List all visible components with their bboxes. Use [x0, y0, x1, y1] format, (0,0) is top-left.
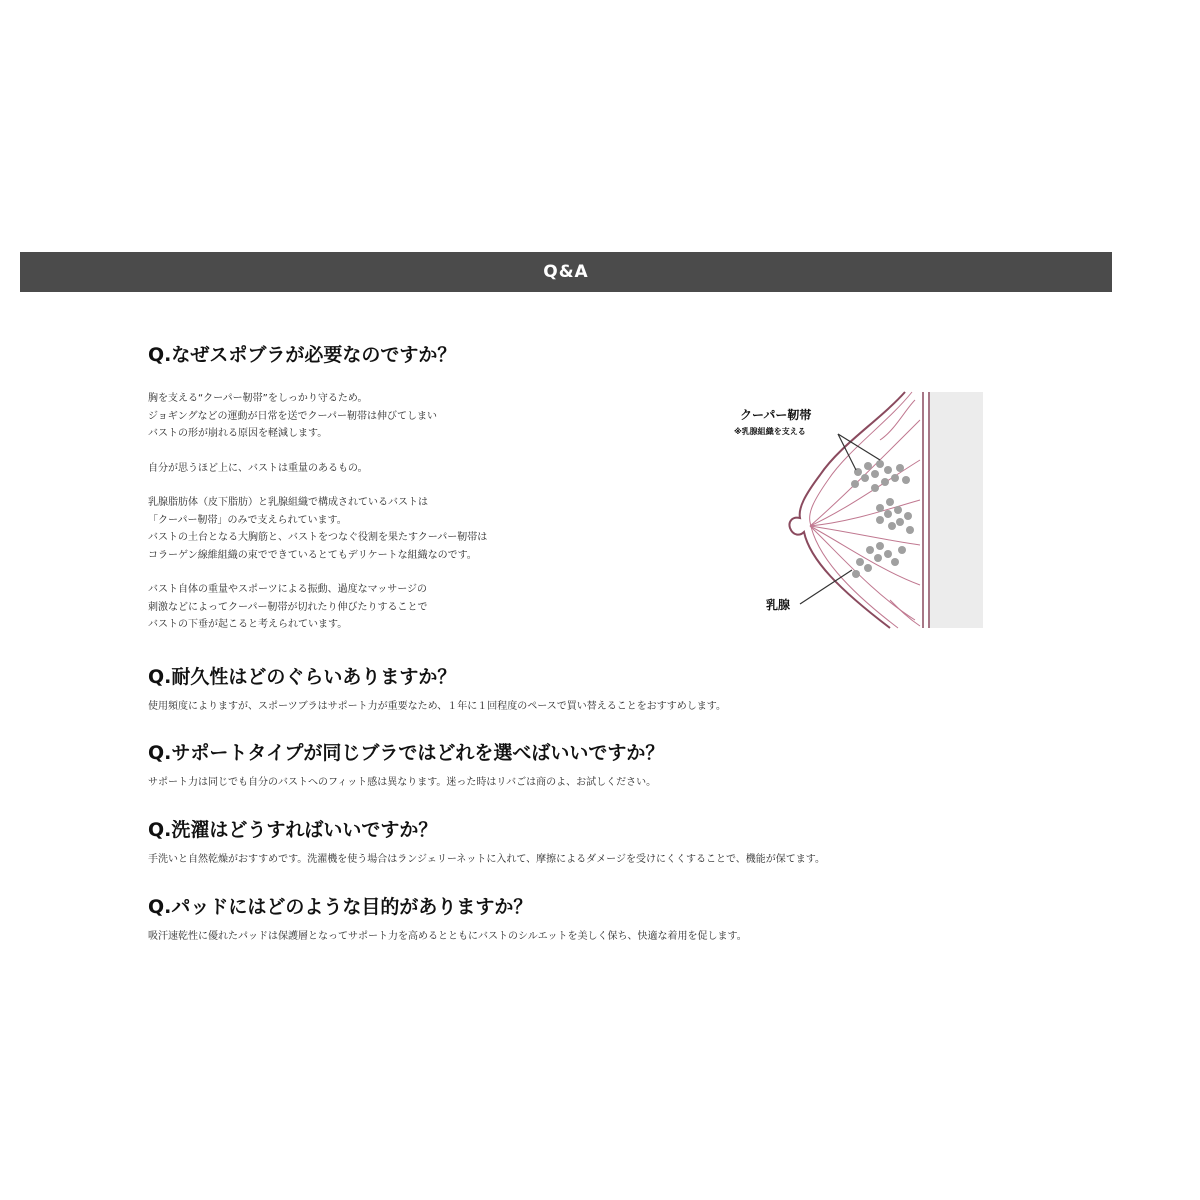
mammary-gland-label: 乳腺	[766, 598, 791, 612]
breast-anatomy-diagram	[730, 390, 985, 630]
answer-line: バストの下垂が起こると考えられています。	[148, 619, 348, 630]
answer-line: ジョギングなどの運動が日常を送でクーパー靭帯は伸びてしまい	[148, 410, 437, 422]
breast-outline	[789, 392, 905, 628]
cooper-ligament-label: クーパー靭帯	[740, 408, 812, 422]
qa-question-1: Q.なぜスポブラが必要なのですか？	[148, 344, 457, 366]
label-arrows	[800, 434, 880, 604]
qa-header-title: Q&A	[543, 262, 589, 282]
qa-answer-5: 吸汗速乾性に優れたパッドは保護層となってサポート力を高めるとともにバストのシルエットを美しく保ち、快適な着用を促します。	[148, 931, 747, 942]
qa-question-5: Q.パッドにはどのような目的がありますか？	[148, 896, 533, 918]
qa-answer-1	[148, 390, 668, 634]
qa-item-1	[148, 340, 1048, 370]
answer-line: バストの土台となる大胸筋と、バストをつなぐ役割を果たすクーパー靭帯は	[148, 532, 488, 543]
answer-line: コラーゲン線維組織の束でできているとてもデリケートな組織なのです。	[148, 549, 477, 561]
qa-answer-2: 使用頻度によりますが、スポーツブラはサポート力が重要なため、１年に１回程度のペースで買い替えることをおすすめします。	[148, 701, 726, 712]
answer-line: 「クーパー靭帯」のみで支えられています。	[148, 514, 347, 526]
qa-question-3: Q.サポートタイプが同じブラではどれを選べばいいですか？	[148, 742, 665, 764]
qa-answer-3: サポート力は同じでも自分のバストへのフィット感は異なります。迷った時はリバごは商のよ、お試しください。	[148, 777, 657, 788]
answer-line: 胸を支える“クーパー靭帯”をしっかり守るため。	[148, 393, 368, 404]
qa-answer-1-paragraph	[148, 494, 668, 564]
cooper-ligaments	[810, 400, 920, 626]
qa-question-4: Q.洗濯はどうすればいいですか？	[148, 819, 438, 841]
answer-line: バスト自体の重量やスポーツによる振動、過度なマッサージの	[148, 584, 427, 595]
qa-question-2: Q.耐久性はどのぐらいありますか？	[148, 666, 457, 688]
answer-line: 自分が思うほど上に、バストは重量のあるもの。	[148, 462, 368, 474]
answer-line: バストの形が崩れる原因を軽減します。	[148, 428, 328, 439]
qa-answer-1-paragraph	[148, 390, 668, 443]
chest-wall	[930, 392, 983, 628]
qa-item-3	[148, 738, 1048, 792]
qa-item-5	[148, 892, 1048, 946]
answer-line: 乳腺脂肪体（皮下脂肪）と乳腺組織で構成されているバストは	[148, 497, 428, 508]
qa-item-2	[148, 662, 1048, 716]
qa-answer-1-paragraph	[148, 460, 668, 478]
answer-line: 刺激などによってクーパー靭帯が切れたり伸びたりすることで	[148, 601, 428, 613]
qa-item-4	[148, 815, 1048, 869]
qa-header-bar	[20, 252, 1112, 292]
qa-answer-4: 手洗いと自然乾燥がおすすめです。洗濯機を使う場合はランジェリーネットに入れて、摩擦によるダメージを受けにくくすることで、機能が保てます。	[148, 854, 825, 865]
cooper-ligament-sublabel: ※乳腺組織を支える	[734, 427, 806, 436]
qa-answer-1-paragraph	[148, 581, 668, 634]
mammary-gland-lobes	[851, 460, 914, 578]
